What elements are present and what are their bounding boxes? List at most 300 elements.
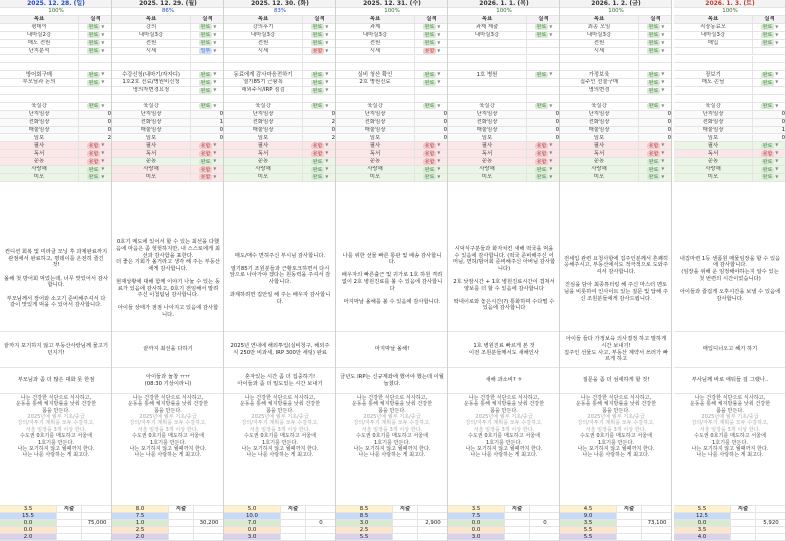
status-chip[interactable]: 못함: [424, 158, 435, 165]
gratitude-note[interactable]: 시덕식구분들과 화자치킨 새해 떡국을 먹을 수 있음에 감사합니다. (떡국 준비해주신 어머님, 면허/밤어회 준비해주신 아버님 감사합니다) 2호 낮잠시간 + 1호 병원진료시간이 겹쳐서 양보를 더 할 수 있음에 감사합니다 딱내이로와 놓은시간(?) 통화하며 수다떨 수 있음에 감사합니다: [448, 227, 560, 332]
status-chip[interactable]: 못함: [200, 142, 211, 149]
task-result[interactable]: [527, 32, 560, 39]
task-label[interactable]: 전화임장: [224, 119, 303, 126]
status-chip[interactable]: 완료: [762, 166, 773, 173]
status-chip[interactable]: 못함: [200, 174, 211, 181]
task-label[interactable]: 임보: [674, 135, 753, 142]
task-label[interactable]: 독서: [560, 150, 639, 157]
chevron-down-icon[interactable]: ▼: [213, 71, 217, 77]
task-label[interactable]: [224, 95, 303, 102]
task-result[interactable]: 0: [219, 134, 223, 141]
chevron-down-icon[interactable]: ▼: [437, 71, 441, 77]
status-chip[interactable]: 못함: [312, 150, 323, 157]
task-label[interactable]: 미모: [448, 174, 527, 181]
gratitude-note[interactable]: 컨디션 회복 및 미라클 모닝 후 과제완료까지 관점에서 완료하고, 평데이를 온전히 즐긴 것! 올해 첫 방어회 먹었는데, 너무 맛있어서 감사합니다. 부모님께서 장어와 소고기 준비해주셔서 다 같이 맛있게 먹을 수 있어서 감사합니다.: [0, 227, 112, 332]
expense-value[interactable]: [642, 506, 672, 512]
expense-value[interactable]: [530, 527, 560, 533]
status-chip[interactable]: 완료: [312, 40, 323, 47]
status-chip[interactable]: 못함: [88, 158, 99, 165]
task-label[interactable]: 강의후기: [224, 24, 303, 31]
expense-label[interactable]: [393, 513, 418, 519]
status-chip[interactable]: 완료: [424, 71, 435, 78]
task-result[interactable]: [79, 40, 112, 47]
task-label[interactable]: 사랑해: [224, 166, 303, 173]
status-chip[interactable]: 완료: [762, 142, 773, 149]
praise-note[interactable]: 2025년 연내에 해외투입(실비청구, 해외주식 250만 비과세, IRP 300만 세팅) 완료: [224, 332, 336, 368]
task-label[interactable]: [448, 48, 527, 55]
task-result[interactable]: [191, 103, 224, 110]
task-label[interactable]: 필사: [0, 142, 79, 149]
task-result[interactable]: [303, 142, 336, 149]
status-chip[interactable]: 완료: [762, 40, 773, 47]
time-value[interactable]: 2.0: [112, 534, 169, 540]
reflection-note[interactable]: 부사님께 바로 애둬들 걸 그랬나..: [674, 368, 786, 394]
task-result[interactable]: [639, 71, 672, 78]
task-label[interactable]: 사랑해: [560, 166, 639, 173]
status-chip[interactable]: 완료: [424, 174, 435, 181]
status-chip[interactable]: 못함: [88, 142, 99, 149]
task-label[interactable]: 매물임장: [674, 127, 753, 134]
expense-label[interactable]: [169, 513, 194, 519]
task-result[interactable]: [415, 63, 448, 70]
task-result[interactable]: [639, 166, 672, 173]
chevron-down-icon[interactable]: ▼: [325, 79, 329, 85]
expense-value[interactable]: 75,000: [87, 520, 107, 526]
task-label[interactable]: 부모님과 논의: [0, 79, 79, 86]
task-label[interactable]: 전원: [336, 40, 415, 47]
task-label[interactable]: 전화임장: [674, 119, 753, 126]
task-result[interactable]: 0: [331, 126, 335, 133]
praise-note[interactable]: 끝까지 포기하지 않고 부동산사랑님께 물고기 던지기!: [0, 332, 112, 368]
time-value[interactable]: 7.5: [112, 513, 169, 519]
status-chip[interactable]: 완료: [424, 24, 435, 31]
task-label[interactable]: 전화임장: [112, 119, 191, 126]
status-chip[interactable]: 완료: [648, 32, 659, 39]
task-label[interactable]: 사랑해: [112, 166, 191, 173]
status-chip[interactable]: 못함: [648, 150, 659, 157]
task-label[interactable]: 단지임장: [336, 111, 415, 118]
date-header[interactable]: 2025. 12. 28. (일): [0, 0, 112, 8]
status-chip[interactable]: 완료: [312, 166, 323, 173]
task-label[interactable]: 전화임장: [0, 119, 79, 126]
chevron-down-icon[interactable]: ▼: [549, 71, 553, 77]
task-label[interactable]: [560, 63, 639, 70]
task-label[interactable]: 시세: [560, 48, 639, 55]
task-label[interactable]: 육실강: [336, 103, 415, 110]
reflection-note[interactable]: 혼자있는 시간 좀 더 집중하기! 아이들과 좀 더 밀도있는 시간 보내기: [224, 368, 336, 394]
task-result[interactable]: 1: [781, 126, 785, 133]
status-chip[interactable]: 완료: [762, 71, 773, 78]
expense-label[interactable]: [731, 527, 756, 533]
expense-value[interactable]: 30,200: [199, 520, 219, 526]
task-result[interactable]: [639, 150, 672, 157]
task-result[interactable]: [639, 79, 672, 86]
task-label[interactable]: 운동: [112, 158, 191, 165]
praise-note[interactable]: 아이들 들다 가정보육 의사결정 하고 말하게 시간 보내기! 집주인 선물도 사고, 부동산 계약서 쓰러가 빠르게 하고: [560, 332, 672, 368]
chevron-down-icon[interactable]: ▼: [213, 23, 217, 29]
task-result[interactable]: [191, 150, 224, 157]
expense-value[interactable]: [756, 527, 786, 533]
expense-value[interactable]: [82, 506, 112, 512]
task-result[interactable]: [303, 32, 336, 39]
task-result[interactable]: [639, 63, 672, 70]
task-result[interactable]: [303, 158, 336, 165]
task-label[interactable]: 운동: [448, 158, 527, 165]
expense-label[interactable]: [505, 520, 530, 526]
task-result[interactable]: [191, 71, 224, 78]
expense-label[interactable]: [169, 520, 194, 526]
task-result[interactable]: [79, 56, 112, 63]
task-label[interactable]: 임보: [448, 135, 527, 142]
task-result[interactable]: [753, 103, 786, 110]
task-label[interactable]: 매물임장: [448, 127, 527, 134]
expense-value[interactable]: [756, 534, 786, 540]
status-chip[interactable]: 완료: [762, 158, 773, 165]
expense-label[interactable]: [731, 513, 756, 519]
task-label[interactable]: 장보기: [674, 71, 753, 78]
expense-label[interactable]: [169, 534, 194, 540]
status-chip[interactable]: 완료: [200, 71, 211, 78]
chevron-down-icon[interactable]: ▼: [437, 23, 441, 29]
chevron-down-icon[interactable]: ▼: [661, 158, 665, 164]
status-chip[interactable]: 완료: [536, 32, 547, 39]
status-chip[interactable]: 완료: [648, 174, 659, 181]
chevron-down-icon[interactable]: ▼: [213, 47, 217, 53]
expense-label[interactable]: [393, 534, 418, 540]
status-chip[interactable]: 완료: [88, 174, 99, 181]
task-label[interactable]: [112, 56, 191, 63]
chevron-down-icon[interactable]: ▼: [775, 71, 779, 77]
task-result[interactable]: [191, 79, 224, 86]
chevron-down-icon[interactable]: ▼: [101, 158, 105, 164]
time-value[interactable]: 3.5: [560, 520, 617, 526]
task-label[interactable]: 내마실3강: [336, 32, 415, 39]
status-chip[interactable]: 완료: [200, 79, 211, 86]
reflection-note[interactable]: 부모님과 좀 더 많은 대화 못 한점: [0, 368, 112, 394]
task-label[interactable]: [112, 63, 191, 70]
task-label[interactable]: 육실강: [560, 103, 639, 110]
task-result[interactable]: 0: [555, 126, 559, 133]
task-label[interactable]: 최종 오임: [560, 24, 639, 31]
task-result[interactable]: 2: [331, 134, 335, 141]
status-chip[interactable]: 완료: [312, 103, 323, 110]
task-label[interactable]: 내마실3강: [448, 32, 527, 39]
task-result[interactable]: 0: [555, 111, 559, 117]
task-label[interactable]: 미모: [674, 174, 753, 181]
task-label[interactable]: 1호 병원: [448, 71, 527, 78]
task-result[interactable]: 0: [219, 126, 223, 133]
chevron-down-icon[interactable]: ▼: [775, 142, 779, 148]
status-chip[interactable]: 완료: [648, 87, 659, 94]
status-chip[interactable]: 완료: [312, 158, 323, 165]
task-label[interactable]: 임보: [112, 135, 191, 142]
chevron-down-icon[interactable]: ▼: [213, 150, 217, 156]
chevron-down-icon[interactable]: ▼: [325, 102, 329, 108]
task-label[interactable]: 미모: [224, 174, 303, 181]
task-result[interactable]: [527, 95, 560, 102]
gratitude-note[interactable]: 0호기 메도에 있어서 할 수 있는 최선을 다했음에 마음은 좀 헛헛하지만, 내 스스로에게 최선과 감사함을 표한다. 더 좋은 기회가 올거라고 생각 해 주는 부동산에게 감사합니다. 현재상황에 대해 함께 이야기 나눌 수 있는 동료가 있음에 감사하고, 0호기 전임해서 말려주신 이첩팀님 감사합니다. 아이들 상태가 점점 나아지고 있음에 감사합니다.: [112, 227, 224, 332]
status-chip[interactable]: 못함: [200, 166, 211, 173]
task-result[interactable]: 0: [555, 134, 559, 141]
task-result[interactable]: [79, 48, 112, 55]
task-result[interactable]: [527, 24, 560, 31]
expense-value[interactable]: [756, 513, 786, 519]
task-result[interactable]: 1: [219, 118, 223, 125]
task-result[interactable]: 2: [331, 118, 335, 125]
time-value[interactable]: 5.5: [560, 527, 617, 533]
chevron-down-icon[interactable]: ▼: [101, 31, 105, 37]
task-label[interactable]: [448, 87, 527, 94]
chevron-down-icon[interactable]: ▼: [775, 150, 779, 156]
task-label[interactable]: 단지임장: [674, 111, 753, 118]
status-chip[interactable]: 완료: [536, 174, 547, 181]
expense-value[interactable]: 2,900: [425, 520, 441, 526]
chevron-down-icon[interactable]: ▼: [213, 79, 217, 85]
chevron-down-icon[interactable]: ▼: [437, 174, 441, 180]
task-label[interactable]: 목표: [674, 16, 753, 23]
task-result[interactable]: [639, 174, 672, 181]
status-chip[interactable]: 완료: [200, 24, 211, 31]
task-label[interactable]: [674, 63, 753, 70]
task-label[interactable]: 수강신청(내마기/자자디): [112, 71, 191, 78]
status-chip[interactable]: 완료: [88, 79, 99, 86]
praise-note[interactable]: 매입디너오고 혜기 하기: [674, 332, 786, 368]
chevron-down-icon[interactable]: ▼: [661, 142, 665, 148]
task-result[interactable]: [639, 24, 672, 31]
chevron-down-icon[interactable]: ▼: [101, 150, 105, 156]
task-label[interactable]: 과제: [336, 24, 415, 31]
expense-label[interactable]: [57, 513, 82, 519]
task-result[interactable]: [753, 174, 786, 181]
status-chip[interactable]: 못함: [88, 150, 99, 157]
time-value[interactable]: 7.5: [448, 513, 505, 519]
task-label[interactable]: [0, 56, 79, 63]
task-result[interactable]: [527, 63, 560, 70]
chevron-down-icon[interactable]: ▼: [325, 31, 329, 37]
task-label[interactable]: 내마실3강: [224, 32, 303, 39]
chevron-down-icon[interactable]: ▼: [549, 142, 553, 148]
task-result[interactable]: [79, 95, 112, 102]
status-chip[interactable]: 완료: [762, 174, 773, 181]
task-label[interactable]: 목표: [0, 16, 79, 23]
task-result[interactable]: [191, 63, 224, 70]
task-result[interactable]: 실적: [303, 16, 336, 23]
date-header[interactable]: 2025. 12. 29. (월): [112, 0, 224, 8]
task-label[interactable]: 전원: [560, 40, 639, 47]
task-result[interactable]: [303, 79, 336, 86]
status-chip[interactable]: 못함: [312, 142, 323, 149]
chevron-down-icon[interactable]: ▼: [661, 79, 665, 85]
chevron-down-icon[interactable]: ▼: [101, 79, 105, 85]
task-result[interactable]: [753, 32, 786, 39]
task-result[interactable]: [415, 56, 448, 63]
task-result[interactable]: [753, 24, 786, 31]
expense-label[interactable]: [169, 527, 194, 533]
task-label[interactable]: 전화임장: [336, 119, 415, 126]
task-result[interactable]: [415, 95, 448, 102]
task-label[interactable]: 임보: [560, 135, 639, 142]
task-label[interactable]: 필사: [112, 142, 191, 149]
time-value[interactable]: 0.0: [0, 527, 57, 533]
chevron-down-icon[interactable]: ▼: [437, 102, 441, 108]
chevron-down-icon[interactable]: ▼: [101, 39, 105, 45]
reflection-note[interactable]: 새해 과소비? ㅎ: [448, 368, 560, 394]
task-label[interactable]: 육실강: [0, 103, 79, 110]
expense-label[interactable]: 지출: [57, 506, 82, 512]
time-value[interactable]: 7.0: [224, 520, 281, 526]
expense-label[interactable]: [617, 520, 642, 526]
task-result[interactable]: [753, 56, 786, 63]
task-result[interactable]: 0: [443, 111, 447, 117]
task-result[interactable]: [415, 24, 448, 31]
chevron-down-icon[interactable]: ▼: [101, 102, 105, 108]
task-result[interactable]: [639, 142, 672, 149]
task-result[interactable]: [79, 79, 112, 86]
task-result[interactable]: [527, 142, 560, 149]
expense-value[interactable]: [642, 513, 672, 519]
task-label[interactable]: 운동: [560, 158, 639, 165]
expense-value[interactable]: [418, 506, 448, 512]
status-chip[interactable]: 못함: [536, 158, 547, 165]
status-chip[interactable]: 완료: [648, 158, 659, 165]
task-result[interactable]: [303, 24, 336, 31]
expense-value[interactable]: [306, 534, 336, 540]
task-label[interactable]: [0, 63, 79, 70]
task-result[interactable]: [415, 79, 448, 86]
task-label[interactable]: 육실강: [674, 103, 753, 110]
task-result[interactable]: [415, 142, 448, 149]
chevron-down-icon[interactable]: ▼: [325, 71, 329, 77]
task-label[interactable]: 미모: [112, 174, 191, 181]
gratitude-note[interactable]: 매도/매수 면허주신 부시님 감사합니다. 열기85기 조원분들과 근황토크하면서 다시 앞으로 나아가야 겠다는 원동력을 주셔서 감사합니다. 과제하려면 집안일 해 주는 배우자 감사합니다.: [224, 227, 336, 332]
expense-label[interactable]: [731, 534, 756, 540]
task-label[interactable]: [674, 56, 753, 63]
chevron-down-icon[interactable]: ▼: [325, 166, 329, 172]
task-result[interactable]: [191, 24, 224, 31]
chevron-down-icon[interactable]: ▼: [661, 47, 665, 53]
status-chip[interactable]: 완료: [648, 48, 659, 55]
task-result[interactable]: [527, 71, 560, 78]
task-label[interactable]: 내마실2강: [0, 32, 79, 39]
task-result[interactable]: [527, 150, 560, 157]
task-label[interactable]: [336, 95, 415, 102]
task-result[interactable]: [191, 56, 224, 63]
chevron-down-icon[interactable]: ▼: [661, 39, 665, 45]
status-chip[interactable]: 못함: [536, 142, 547, 149]
chevron-down-icon[interactable]: ▼: [775, 174, 779, 180]
task-label[interactable]: 시세: [336, 48, 415, 55]
task-label[interactable]: 단지임장: [112, 111, 191, 118]
chevron-down-icon[interactable]: ▼: [549, 31, 553, 37]
task-label[interactable]: 필사: [336, 142, 415, 149]
status-chip[interactable]: 완료: [200, 158, 211, 165]
task-result[interactable]: [415, 103, 448, 110]
task-result[interactable]: 0: [107, 118, 111, 125]
task-label[interactable]: 전원: [112, 40, 191, 47]
expense-value[interactable]: [642, 534, 672, 540]
chevron-down-icon[interactable]: ▼: [775, 31, 779, 37]
expense-value[interactable]: [306, 506, 336, 512]
status-chip[interactable]: 완료: [424, 166, 435, 173]
task-result[interactable]: [527, 166, 560, 173]
chevron-down-icon[interactable]: ▼: [549, 158, 553, 164]
expense-value[interactable]: 73,100: [647, 520, 667, 526]
time-value[interactable]: 3.0: [448, 534, 505, 540]
task-result[interactable]: [753, 79, 786, 86]
task-label[interactable]: [336, 56, 415, 63]
status-chip[interactable]: 완료: [88, 71, 99, 78]
status-chip[interactable]: 못함: [424, 48, 435, 55]
task-label[interactable]: 독서: [336, 150, 415, 157]
time-value[interactable]: 2.0: [0, 534, 57, 540]
chevron-down-icon[interactable]: ▼: [661, 87, 665, 93]
status-chip[interactable]: 완료: [648, 40, 659, 47]
time-value[interactable]: 0.0: [674, 520, 731, 526]
task-label[interactable]: [448, 40, 527, 47]
status-chip[interactable]: 완료: [200, 87, 211, 94]
task-result[interactable]: [303, 40, 336, 47]
task-label[interactable]: 단지임장: [560, 111, 639, 118]
task-label[interactable]: 전화임장: [560, 119, 639, 126]
chevron-down-icon[interactable]: ▼: [325, 23, 329, 29]
task-label[interactable]: 매물임장: [224, 127, 303, 134]
chevron-down-icon[interactable]: ▼: [213, 158, 217, 164]
task-result[interactable]: [753, 63, 786, 70]
task-label[interactable]: 필사: [674, 142, 753, 149]
chevron-down-icon[interactable]: ▼: [101, 23, 105, 29]
task-label[interactable]: [448, 95, 527, 102]
task-result[interactable]: [527, 56, 560, 63]
task-result[interactable]: 0: [107, 111, 111, 117]
time-value[interactable]: 8.5: [336, 506, 393, 512]
task-label[interactable]: 미모: [0, 174, 79, 181]
task-label[interactable]: 단지임장: [224, 111, 303, 118]
task-label[interactable]: 독서: [0, 150, 79, 157]
status-chip[interactable]: 못함: [536, 150, 547, 157]
task-label[interactable]: 사랑해: [336, 166, 415, 173]
expense-label[interactable]: [281, 520, 306, 526]
status-chip[interactable]: 완료: [88, 24, 99, 31]
task-label[interactable]: 미모: [560, 174, 639, 181]
task-label[interactable]: [448, 63, 527, 70]
task-label[interactable]: 매물임장: [336, 127, 415, 134]
task-result[interactable]: 0: [219, 111, 223, 117]
task-label[interactable]: 내마실3강: [674, 32, 753, 39]
time-value[interactable]: 10.0: [224, 513, 281, 519]
task-result[interactable]: [639, 56, 672, 63]
task-result[interactable]: [753, 166, 786, 173]
expense-value[interactable]: [306, 527, 336, 533]
expense-label[interactable]: 지출: [731, 506, 756, 512]
task-label[interactable]: 목표: [336, 16, 415, 23]
task-result[interactable]: [415, 87, 448, 94]
task-label[interactable]: 목표: [112, 16, 191, 23]
task-label[interactable]: 필사: [224, 142, 303, 149]
task-label[interactable]: [674, 87, 753, 94]
task-result[interactable]: [79, 166, 112, 173]
task-result[interactable]: [415, 48, 448, 55]
task-result[interactable]: [303, 174, 336, 181]
chevron-down-icon[interactable]: ▼: [213, 31, 217, 37]
task-result[interactable]: 0: [667, 134, 671, 141]
task-label[interactable]: 임보: [0, 135, 79, 142]
task-result[interactable]: [191, 87, 224, 94]
task-result[interactable]: [753, 48, 786, 55]
task-label[interactable]: 육실강: [112, 103, 191, 110]
expense-label[interactable]: [281, 513, 306, 519]
expense-label[interactable]: 지출: [281, 506, 306, 512]
task-result[interactable]: [191, 158, 224, 165]
